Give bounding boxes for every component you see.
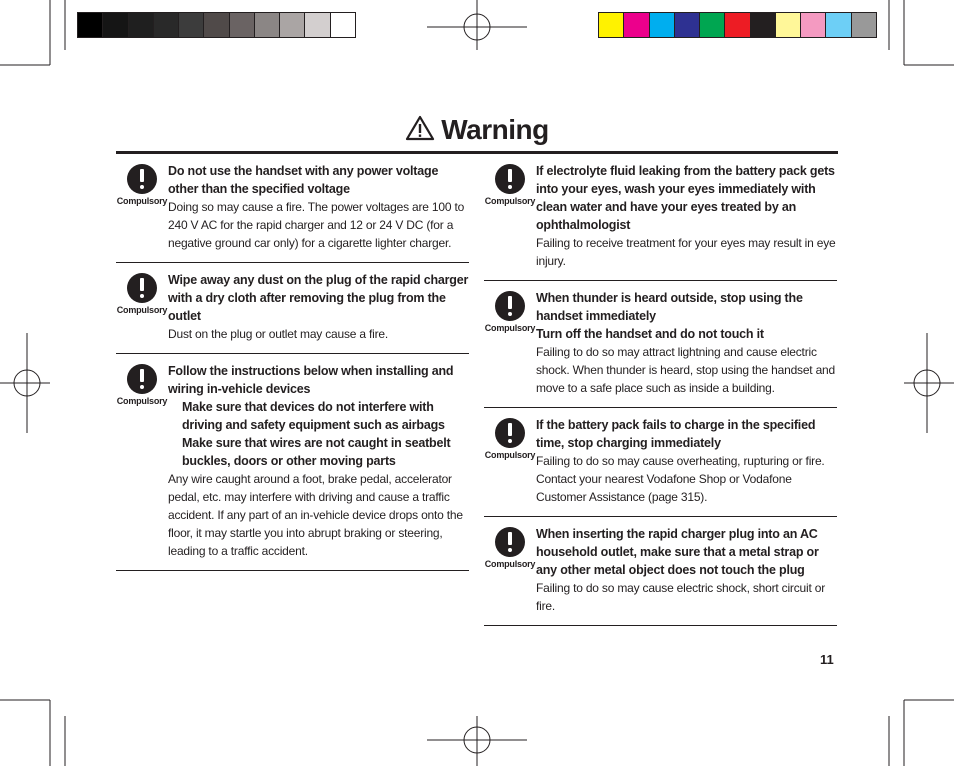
process-color-swatch: [675, 13, 700, 37]
gray-swatch: [331, 13, 355, 37]
warning-heading: Wipe away any dust on the plug of the rapid charger with a dry cloth after removing the plug from the outlet: [168, 273, 469, 323]
left-column: [116, 154, 469, 571]
gray-swatch: [230, 13, 255, 37]
process-color-swatch: [751, 13, 776, 37]
process-color-bar: [598, 12, 877, 38]
process-color-swatch: [852, 13, 876, 37]
warning-body: Failing to do so may cause overheating, rupturing or fire. Contact your nearest Vodafone Shop or Vodafone Customer Assistance (page 315).: [536, 454, 825, 504]
process-color-swatch: [650, 13, 675, 37]
process-color-swatch: [826, 13, 851, 37]
warning-item: [116, 263, 469, 354]
compulsory-label: Compulsory: [484, 196, 536, 206]
warning-heading: When inserting the rapid charger plug into an AC household outlet, make sure that a metal strap or any other metal object does not touch the plug: [536, 527, 819, 577]
gray-swatch: [78, 13, 103, 37]
gray-swatch: [255, 13, 280, 37]
warning-body: Dust on the plug or outlet may cause a fire.: [168, 327, 388, 341]
compulsory-label: Compulsory: [116, 305, 168, 315]
gray-swatch: [204, 13, 229, 37]
warning-heading: Turn off the handset and do not touch it: [536, 327, 764, 341]
compulsory-label: Compulsory: [484, 559, 536, 569]
warning-body: Any wire caught around a foot, brake pedal, accelerator pedal, etc. may interfere with driving and cause a traffic accident. If any part of an in-vehicle device drops onto the floor, it may startle you into abrupt braking or steering, leading to a traffic accident.: [168, 472, 463, 558]
exclamation-icon: [495, 527, 525, 557]
gray-swatch: [179, 13, 204, 37]
warning-heading: Follow the instructions below when installing and wiring in-vehicle devices: [168, 364, 454, 396]
warning-subheading: Make sure that devices do not interfere with driving and safety equipment such as airbags: [182, 400, 445, 432]
warning-item: [116, 154, 469, 263]
process-color-swatch: [624, 13, 649, 37]
compulsory-label: Compulsory: [116, 396, 168, 406]
process-color-swatch: [725, 13, 750, 37]
right-column: [484, 154, 837, 626]
compulsory-icon: [116, 364, 168, 406]
warning-body: Failing to receive treatment for your eyes may result in eye injury.: [536, 236, 836, 268]
gray-swatch: [280, 13, 305, 37]
warning-body: Doing so may cause a fire. The power voltages are 100 to 240 V AC for the rapid charger and 12 or 24 V DC (for a negative ground car only) for a cigarette lighter charger.: [168, 200, 465, 250]
warning-heading: When thunder is heard outside, stop using the handset immediately: [536, 291, 803, 323]
exclamation-icon: [495, 291, 525, 321]
warning-item: [484, 154, 837, 281]
compulsory-icon: [484, 164, 536, 206]
page-title: [0, 114, 954, 146]
compulsory-label: Compulsory: [484, 323, 536, 333]
process-color-swatch: [776, 13, 801, 37]
warning-heading: Do not use the handset with any power voltage other than the specified voltage: [168, 164, 439, 196]
process-color-swatch: [801, 13, 826, 37]
process-color-swatch: [700, 13, 725, 37]
exclamation-icon: [127, 364, 157, 394]
gray-swatch: [305, 13, 330, 37]
warning-subheading: Make sure that wires are not caught in seatbelt buckles, doors or other moving parts: [182, 436, 451, 468]
warning-triangle-icon: [405, 115, 435, 141]
exclamation-icon: [127, 164, 157, 194]
warning-body: Failing to do so may attract lightning and cause electric shock. When thunder is heard, stop using the handset and move to a safe place such as inside a building.: [536, 345, 836, 395]
title-text: Warning: [441, 114, 549, 145]
process-color-swatch: [599, 13, 624, 37]
compulsory-icon: [116, 273, 168, 315]
warning-heading: If electrolyte fluid leaking from the battery pack gets into your eyes, wash your eyes immediately with clean water and have your eyes treated by an ophthalmologist: [536, 164, 835, 232]
compulsory-icon: [484, 291, 536, 333]
warning-body: Failing to do so may cause electric shock, short circuit or fire.: [536, 581, 825, 613]
compulsory-label: Compulsory: [116, 196, 168, 206]
exclamation-icon: [495, 164, 525, 194]
compulsory-label: Compulsory: [484, 450, 536, 460]
page-number: 11: [820, 652, 834, 667]
compulsory-icon: [484, 418, 536, 460]
gray-swatch: [129, 13, 154, 37]
warning-item: [484, 408, 837, 517]
warning-item: [484, 281, 837, 408]
warning-item: [484, 517, 837, 626]
gray-swatch: [103, 13, 128, 37]
exclamation-icon: [495, 418, 525, 448]
grayscale-color-bar: [77, 12, 356, 38]
compulsory-icon: [116, 164, 168, 206]
exclamation-icon: [127, 273, 157, 303]
compulsory-icon: [484, 527, 536, 569]
warning-heading: If the battery pack fails to charge in the specified time, stop charging immediately: [536, 418, 816, 450]
gray-swatch: [154, 13, 179, 37]
warning-item: [116, 354, 469, 571]
